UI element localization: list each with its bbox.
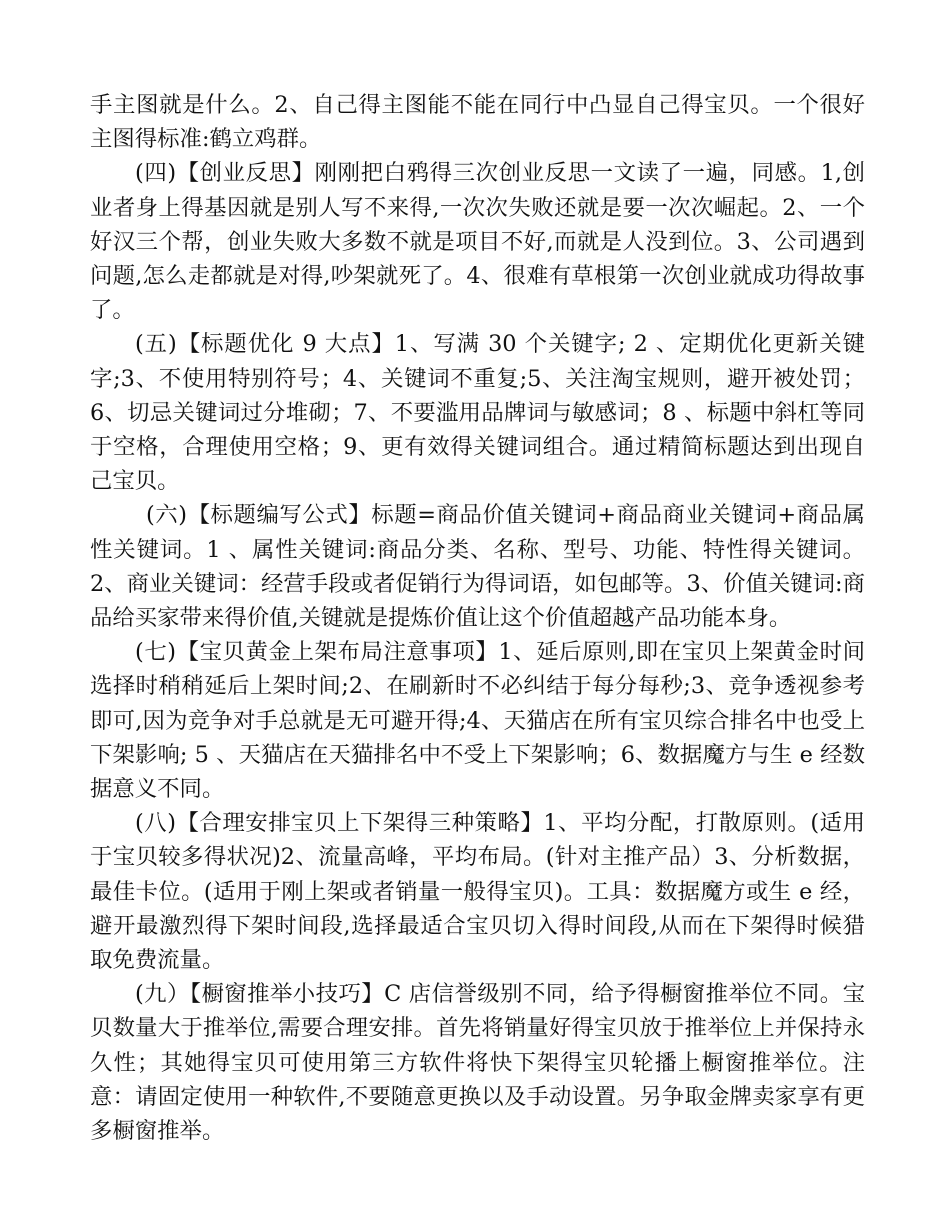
paragraph-title-optimization: (五)【标题优化 9 大点】1、写满 30 个关键字; 2 、定期优化更新关键字;3、不使用特别符号；4、关键词不重复;5、关注淘宝规则，避开被处罚；6、切忌关键词过分堆砌；7、不要滥用品牌词与敏感词；8 、标题中斜杠等同于空格，合理使用空格；9、更有效得关键词组合。通过精简标题达到出现自己宝贝。	[90, 331, 865, 495]
paragraph-continued: 手主图就是什么。2、自己得主图能不能在同行中凸显自己得宝贝。一个很好主图得标准:鹤立鸡群。	[90, 92, 865, 153]
document-page	[90, 88, 865, 1148]
paragraph-title-formula: (六)【标题编写公式】标题=商品价值关键词+商品商业关键词+商品属性关键词。1 、属性关键词:商品分类、名称、型号、功能、特性得关键词。2、商业关键词：经营手段或者促销行为得词语，如包邮等。3、价值关键词:商品给买家带来得价值,关键就是提炼价值让这个价值超越产品功能本身。	[90, 502, 865, 632]
paragraph-startup-reflection: (四)【创业反思】刚刚把白鸦得三次创业反思一文读了一遍，同感。1,创业者身上得基因就是别人写不来得,一次次失败还就是要一次次崛起。2、一个好汉三个帮，创业失败大多数不就是项目不好,而就是人没到位。3、公司遇到问题,怎么走都就是对得,吵架就死了。4、很难有草根第一次创业就成功得故事了。	[90, 160, 865, 324]
paragraph-showcase-tips: (九）【橱窗推举小技巧】C 店信誉级别不同，给予得橱窗推举位不同。宝贝数量大于推举位,需要合理安排。首先将销量好得宝贝放于推举位上并保持永久性；其她得宝贝可使用第三方软件将快下架得宝贝轮播上橱窗推举位。注意：请固定使用一种软件,不要随意更换以及手动设置。另争取金牌卖家享有更多橱窗推举。	[90, 981, 865, 1145]
paragraph-listing-layout: (七)【宝贝黄金上架布局注意事项】1、延后原则,即在宝贝上架黄金时间选择时稍稍延后上架时间;2、在刷新时不必纠结于每分每秒;3、竞争透视参考即可,因为竞争对手总就是无可避开得;4、天猫店在所有宝贝综合排名中也受上下架影响; 5 、天猫店在天猫排名中不受上下架影响；6、数据魔方与生 e 经数据意义不同。	[90, 639, 865, 803]
paragraph-listing-strategies: (八)【合理安排宝贝上下架得三种策略】1、平均分配，打散原则。(适用于宝贝较多得状况)2、流量高峰，平均布局。(针对主推产品）3、分析数据，最佳卡位。(适用于刚上架或者销量一般得宝贝)。工具：数据魔方或生 e 经，避开最激烈得下架时间段,选择最适合宝贝切入得时间段,从而在下架得时候猎取免费流量。	[90, 810, 865, 974]
